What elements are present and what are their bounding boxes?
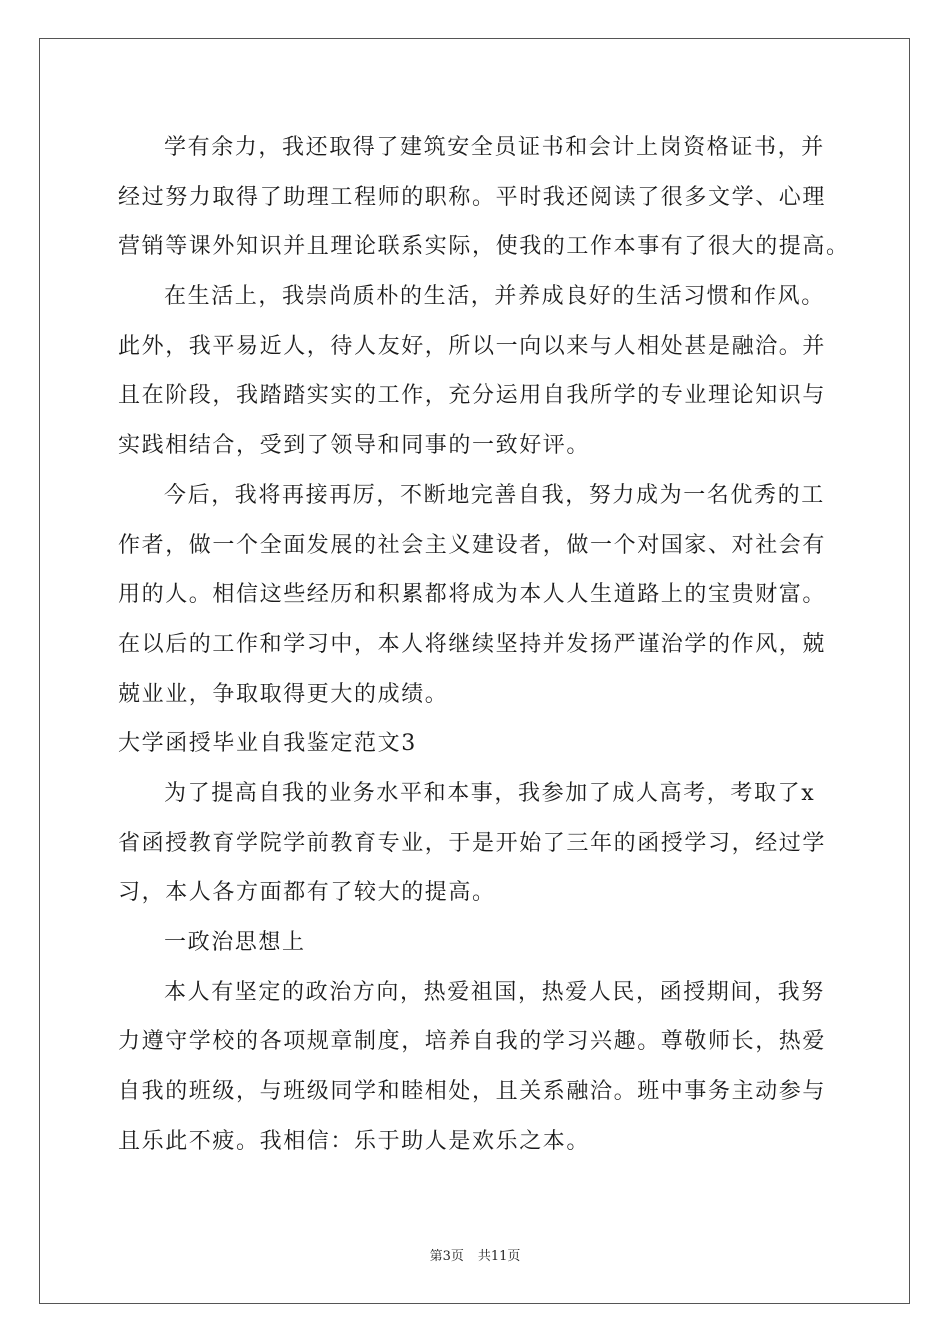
text-line: 经过努力取得了助理工程师的职称。平时我还阅读了很多文学、心理 — [118, 184, 827, 210]
text-line: 在以后的工作和学习中，本人将继续坚持并发扬严谨治学的作风，兢 — [118, 631, 827, 657]
page-total: 共11页 — [477, 1249, 521, 1264]
text-line: 自我的班级，与班级同学和睦相处，且关系融洽。班中事务主动参与 — [118, 1079, 827, 1105]
text-line: 为了提高自我的业务水平和本事，我参加了成人高考，考取了x — [164, 780, 816, 806]
text-line: 力遵守学校的各项规章制度，培养自我的学习兴趣。尊敬师长，热爱 — [118, 1029, 827, 1055]
text-line: 且乐此不疲。我相信：乐于助人是欢乐之本。 — [118, 1128, 591, 1154]
text-line: 营销等课外知识并且理论联系实际，使我的工作本事有了很大的提高。 — [118, 234, 850, 260]
text-line: 实践相结合，受到了领导和同事的一致好评。 — [118, 433, 591, 459]
text-line: 作者，做一个全面发展的社会主义建设者，做一个对国家、对社会有 — [118, 532, 827, 558]
text-line: 习，本人各方面都有了较大的提高。 — [118, 880, 496, 906]
text-line: 此外，我平易近人，待人友好，所以一向以来与人相处甚是融洽。并 — [118, 333, 827, 359]
text-line: 兢业业，争取取得更大的成绩。 — [118, 681, 449, 707]
document-body — [118, 123, 850, 1166]
text-line: 用的人。相信这些经历和积累都将成为本人人生道路上的宝贵财富。 — [118, 582, 827, 608]
section-heading: 大学函授毕业自我鉴定范文3 — [118, 731, 417, 757]
page-number: 第3页 — [429, 1249, 464, 1264]
text-line: 学有余力，我还取得了建筑安全员证书和会计上岗资格证书，并 — [164, 135, 825, 160]
text-line: 省函授教育学院学前教育专业，于是开始了三年的函授学习，经过学 — [118, 830, 827, 856]
text-line: 本人有坚定的政治方向，热爱祖国，热爱人民，函授期间，我努 — [164, 979, 825, 1005]
text-line: 今后，我将再接再厉，不断地完善自我，努力成为一名优秀的工 — [164, 482, 825, 508]
subsection-heading: 一政治思想上 — [164, 930, 306, 955]
text-line: 且在阶段，我踏踏实实的工作，充分运用自我所学的专业理论知识与 — [118, 383, 827, 409]
page-footer — [0, 1245, 950, 1264]
text-line: 在生活上，我崇尚质朴的生活，并养成良好的生活习惯和作风。 — [164, 284, 825, 310]
